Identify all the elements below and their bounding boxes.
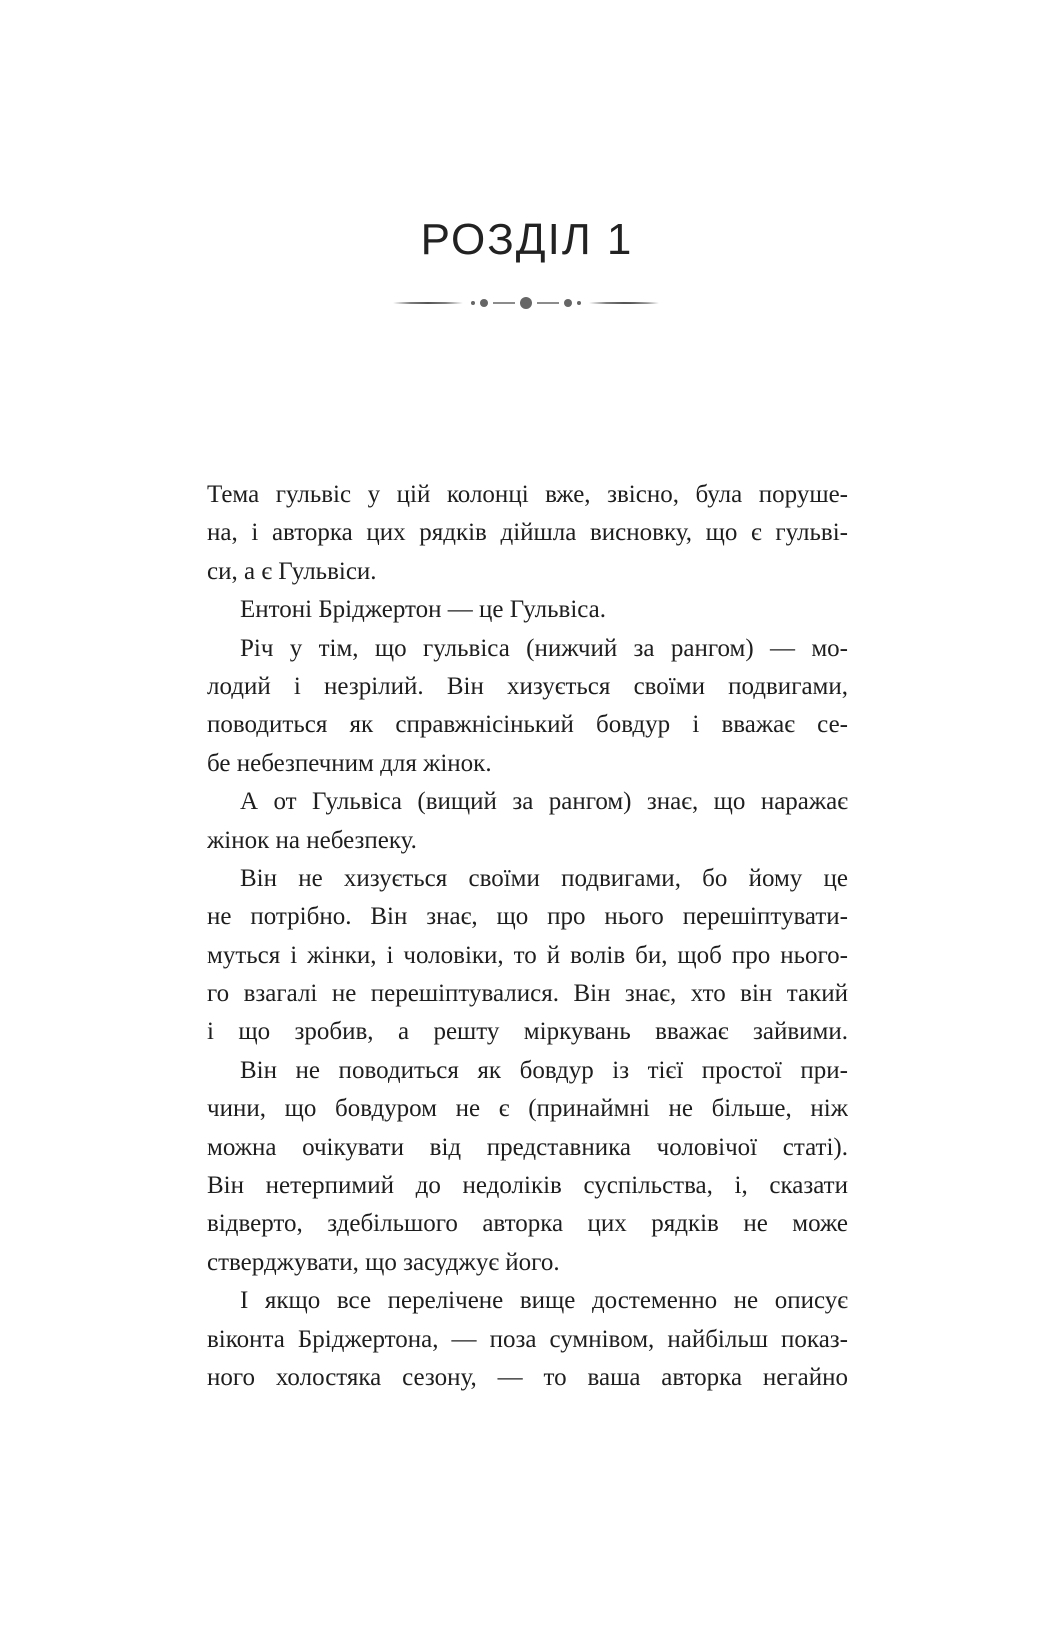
text-line: Він нетерпимий до недоліків суспільства, і, сказати <box>207 1172 848 1200</box>
body-text <box>207 476 848 1397</box>
text-line: жінок на небезпеку. <box>207 826 417 854</box>
text-line: віконта Бріджертона, — поза сумнівом, найбільш показ- <box>207 1325 848 1353</box>
text-line: стверджувати, що засуджує його. <box>207 1248 560 1276</box>
text-line: ного холостяка сезону, — то ваша авторка негайно <box>207 1363 848 1391</box>
text-line: на, і авторка цих рядків дійшла висновку, що є гульві- <box>207 519 848 547</box>
text-line: І якщо все перелічене вище достеменно не описує <box>240 1287 848 1315</box>
text-line: чини, що бовдуром не є (принаймні не більше, ніж <box>207 1095 848 1123</box>
text-line: бе небезпечним для жінок. <box>207 749 492 777</box>
text-line: не потрібно. Він знає, що про нього перешіптувати- <box>207 903 848 931</box>
text-line: Він не хизується своїми подвигами, бо йому це <box>240 864 848 892</box>
text-line: си, а є Гульвіси. <box>207 557 377 585</box>
text-line: Річ у тім, що гульвіса (нижчий за рангом) — мо- <box>240 634 848 662</box>
text-line: Він не поводиться як бовдур із тієї простої при- <box>240 1056 848 1084</box>
text-line: А от Гульвіса (вищий за рангом) знає, що наражає <box>240 788 848 816</box>
text-line: Тема гульвіс у цій колонці вже, звісно, була поруше- <box>207 481 848 508</box>
text-line: го взагалі не перешіптувалися. Він знає, хто він такий <box>207 980 848 1008</box>
chapter-ornament <box>393 293 659 313</box>
text-line: муться і жінки, і чоловіки, то й волів би, щоб про нього- <box>207 941 848 969</box>
text-line: Ентоні Бріджертон — це Гульвіса. <box>240 596 607 624</box>
text-line: лодий і незрілий. Він хизується своїми подвигами, <box>207 672 848 700</box>
text-line: відверто, здебільшого авторка цих рядків не може <box>207 1210 848 1238</box>
chapter-title: РОЗДІЛ 1 <box>420 215 634 264</box>
text-line: і що зробив, а решту міркувань вважає зайвими. <box>207 1018 848 1046</box>
text-line: поводиться як справжнісінький бовдур і вважає се- <box>207 711 848 739</box>
text-line: можна очікувати від представника чоловічої статі). <box>207 1133 848 1161</box>
